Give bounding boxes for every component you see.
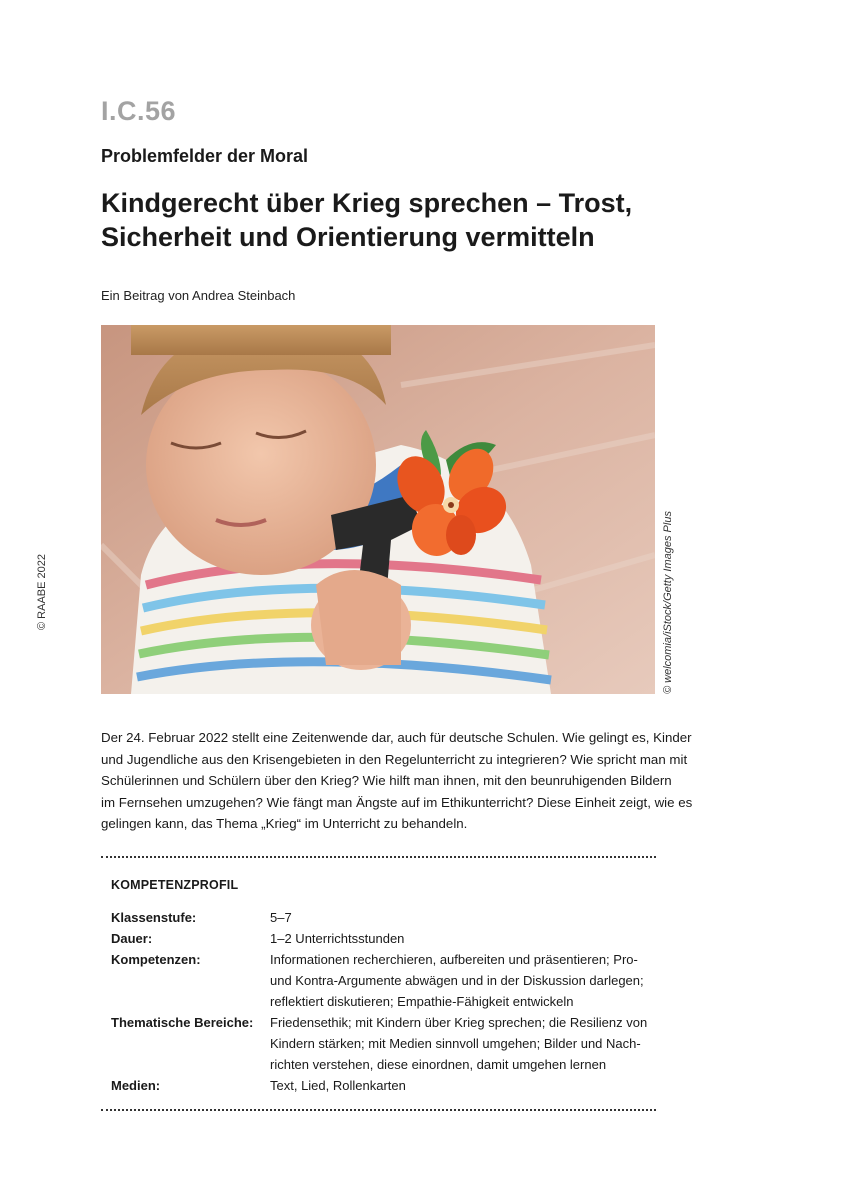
profile-label: Klassenstufe:	[111, 910, 197, 925]
copyright-notice: © RAABE 2022	[36, 554, 48, 630]
competence-profile	[111, 907, 656, 1096]
intro-paragraph	[101, 727, 693, 835]
profile-row-media	[111, 1075, 656, 1096]
profile-value	[270, 1012, 656, 1075]
title-line: Kindgerecht über Krieg sprechen – Trost,	[101, 188, 633, 218]
profile-value	[270, 1075, 656, 1096]
profile-value-line: Friedensethik; mit Kindern über Krieg sprechen; die Resilienz von	[270, 1015, 648, 1030]
profile-heading: KOMPETENZPROFIL	[111, 878, 239, 892]
section-heading: Problemfelder der Moral	[101, 146, 309, 166]
profile-value-line: Informationen recherchieren, aufbereiten und präsentieren; Pro-	[270, 952, 638, 967]
profile-row-topics	[111, 1012, 656, 1075]
intro-line: Der 24. Februar 2022 stellt eine Zeitenwende dar, auch für deutsche Schulen. Wie gelingt es, Kinder	[101, 730, 692, 745]
intro-line: im Fernsehen umzugehen? Wie fängt man Ängste auf im Ethikunterricht? Diese Einheit zeigt, wie es	[101, 794, 693, 810]
profile-row-duration	[111, 928, 656, 949]
title-line: Sicherheit und Orientierung vermitteln	[101, 222, 595, 252]
profile-value-line: 5–7	[270, 910, 292, 925]
profile-value-line: Text, Lied, Rollenkarten	[270, 1078, 406, 1093]
profile-value	[270, 928, 656, 949]
profile-label: Medien:	[111, 1078, 161, 1093]
profile-value	[270, 907, 656, 928]
profile-row-grade	[111, 907, 656, 928]
profile-value-line: richten verstehen, diese einordnen, damit umgehen lernen	[270, 1057, 607, 1072]
profile-value	[270, 949, 656, 1012]
profile-value-line: reflektiert diskutieren; Empathie-Fähigkeit entwickeln	[270, 994, 574, 1009]
intro-line: gelingen kann, das Thema „Krieg“ im Unterricht zu behandeln.	[101, 816, 468, 831]
profile-label: Dauer:	[111, 931, 153, 946]
profile-value-line: Kindern stärken; mit Medien sinnvoll umgehen; Bilder und Nach-	[270, 1036, 641, 1051]
profile-label: Thematische Bereiche:	[111, 1015, 254, 1030]
document-code: I.C.56	[101, 96, 177, 126]
intro-line: und Jugendliche aus den Krisengebieten in den Regelunterricht zu integrieren? Wie spricht man mit	[101, 751, 688, 767]
photo-credit: © welcomia/iStock/Getty Images Plus	[662, 511, 674, 694]
author-line: Ein Beitrag von Andrea Steinbach	[101, 288, 296, 303]
intro-line: Schülerinnen und Schülern über den Krieg? Wie hilft man ihnen, mit den beunruhigenden Bildern	[101, 773, 672, 788]
cover-photo	[101, 325, 655, 694]
document-title	[101, 186, 701, 254]
profile-label: Kompetenzen:	[111, 952, 201, 967]
profile-row-competences	[111, 949, 656, 1012]
divider-top	[101, 856, 656, 858]
profile-value-line: und Kontra-Argumente abwägen und in der Diskussion darlegen;	[270, 973, 644, 988]
divider-bottom	[101, 1109, 656, 1111]
profile-value-line: 1–2 Unterrichtsstunden	[270, 931, 405, 946]
cover-photo-illustration	[101, 325, 655, 694]
